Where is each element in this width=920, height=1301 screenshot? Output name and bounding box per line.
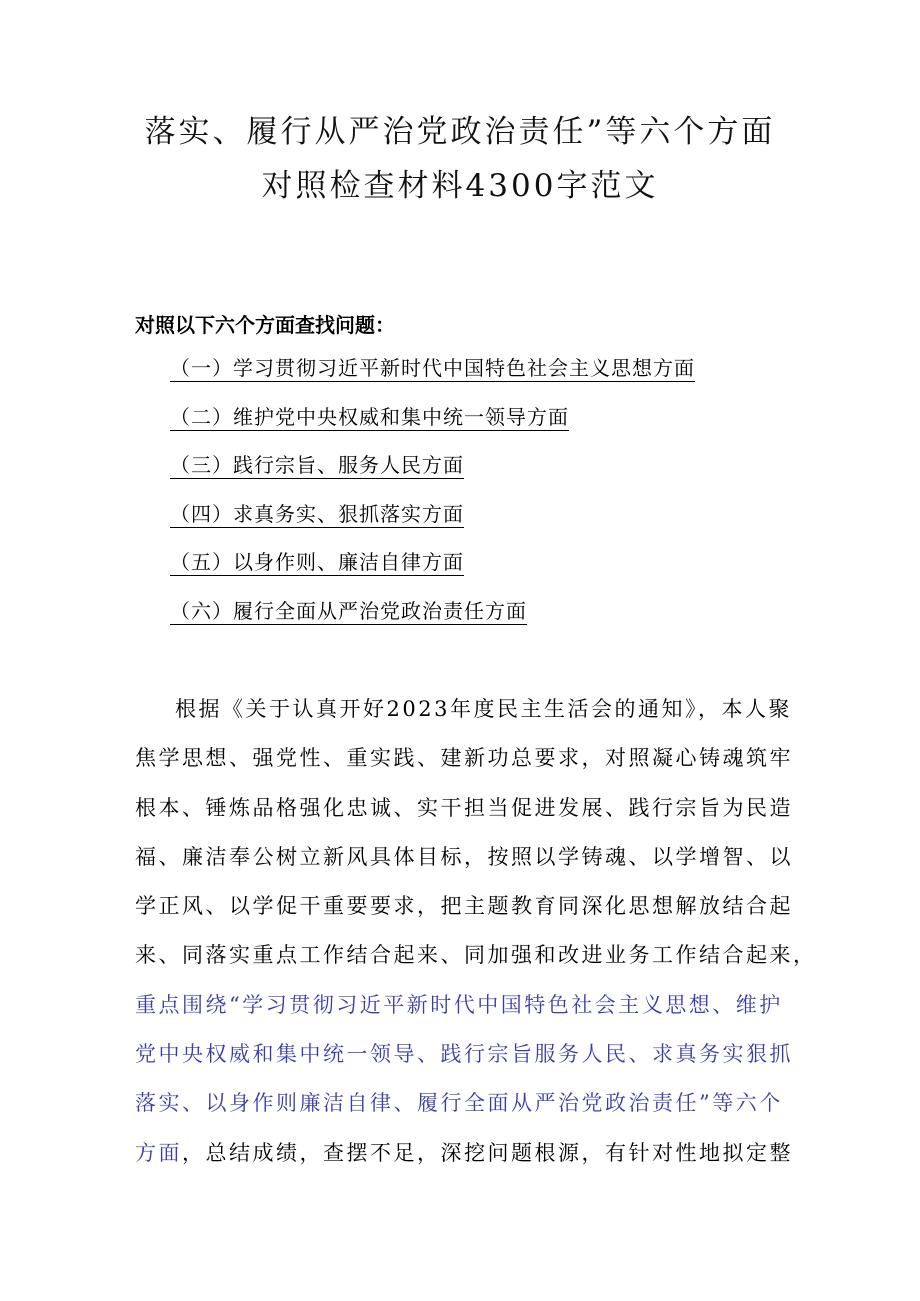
paragraph-line-4: 福、廉洁奉公树立新风具体目标，按照以学铸魂、以学增智、以 [135,844,793,869]
toc-item-6[interactable] [170,595,695,644]
paragraph-line-10-rest: ，总结成绩，查摆不足，深挖问题根源，有针对性地拟定整 [182,1140,793,1165]
toc-item-5-label: （五）以身作则、廉洁自律方面 [170,550,464,574]
toc-item-1[interactable] [170,352,695,401]
toc-list [170,352,695,643]
toc-item-2-label: （二）维护党中央权威和集中统一领导方面 [170,404,569,429]
toc-item-6-label: （六）履行全面从严治党政治责任方面 [170,598,527,623]
toc-item-3-label: （三）践行宗旨、服务人民方面 [170,453,464,477]
toc-item-1-label: （一）学习贯彻习近平新时代中国特色社会主义思想方面 [170,356,695,380]
document-title-line-1: 落实、履行从严治党政治责任”等六个方面 [144,114,776,150]
paragraph-line-10-highlight: 方面 [135,1140,182,1165]
toc-item-3[interactable] [170,449,695,498]
paragraph-line-9: 落实、以身作则廉洁自律、履行全面从严治党政治责任”等六个 [135,1091,783,1116]
paragraph-line-3: 根本、锤炼品格强化忠诚、实干担当促进发展、践行宗旨为民造 [135,795,793,820]
paragraph-line-2: 焦学思想、强党性、重实践、建新功总要求，对照凝心铸魂筑牢 [135,746,793,771]
paragraph-line-1: 根据《关于认真开好2023年度民主生活会的通知》，本人聚 [175,697,792,721]
paragraph-line-5: 学正风、以学促干重要要求，把主题教育同深化思想解放结合起 [135,894,793,919]
toc-item-4-label: （四）求真务实、狠抓落实方面 [170,501,464,526]
intro-heading: 对照以下六个方面查找问题： [135,313,395,337]
body-paragraph [135,685,817,1178]
paragraph-line-7: 重点围绕“学习贯彻习近平新时代中国特色社会主义思想、维护 [135,992,783,1017]
toc-item-5[interactable] [170,546,695,595]
paragraph-line-10 [135,1129,791,1178]
paragraph-line-6: 来、同落实重点工作结合起来、同加强和改进业务工作结合起来， [135,943,817,968]
toc-item-4[interactable] [170,498,695,547]
paragraph-line-8: 党中央权威和集中统一领导、践行宗旨服务人民、求真务实狠抓 [135,1042,793,1067]
document-title-line-2: 对照检查材料4300字范文 [261,168,659,204]
toc-item-2[interactable] [170,401,695,450]
